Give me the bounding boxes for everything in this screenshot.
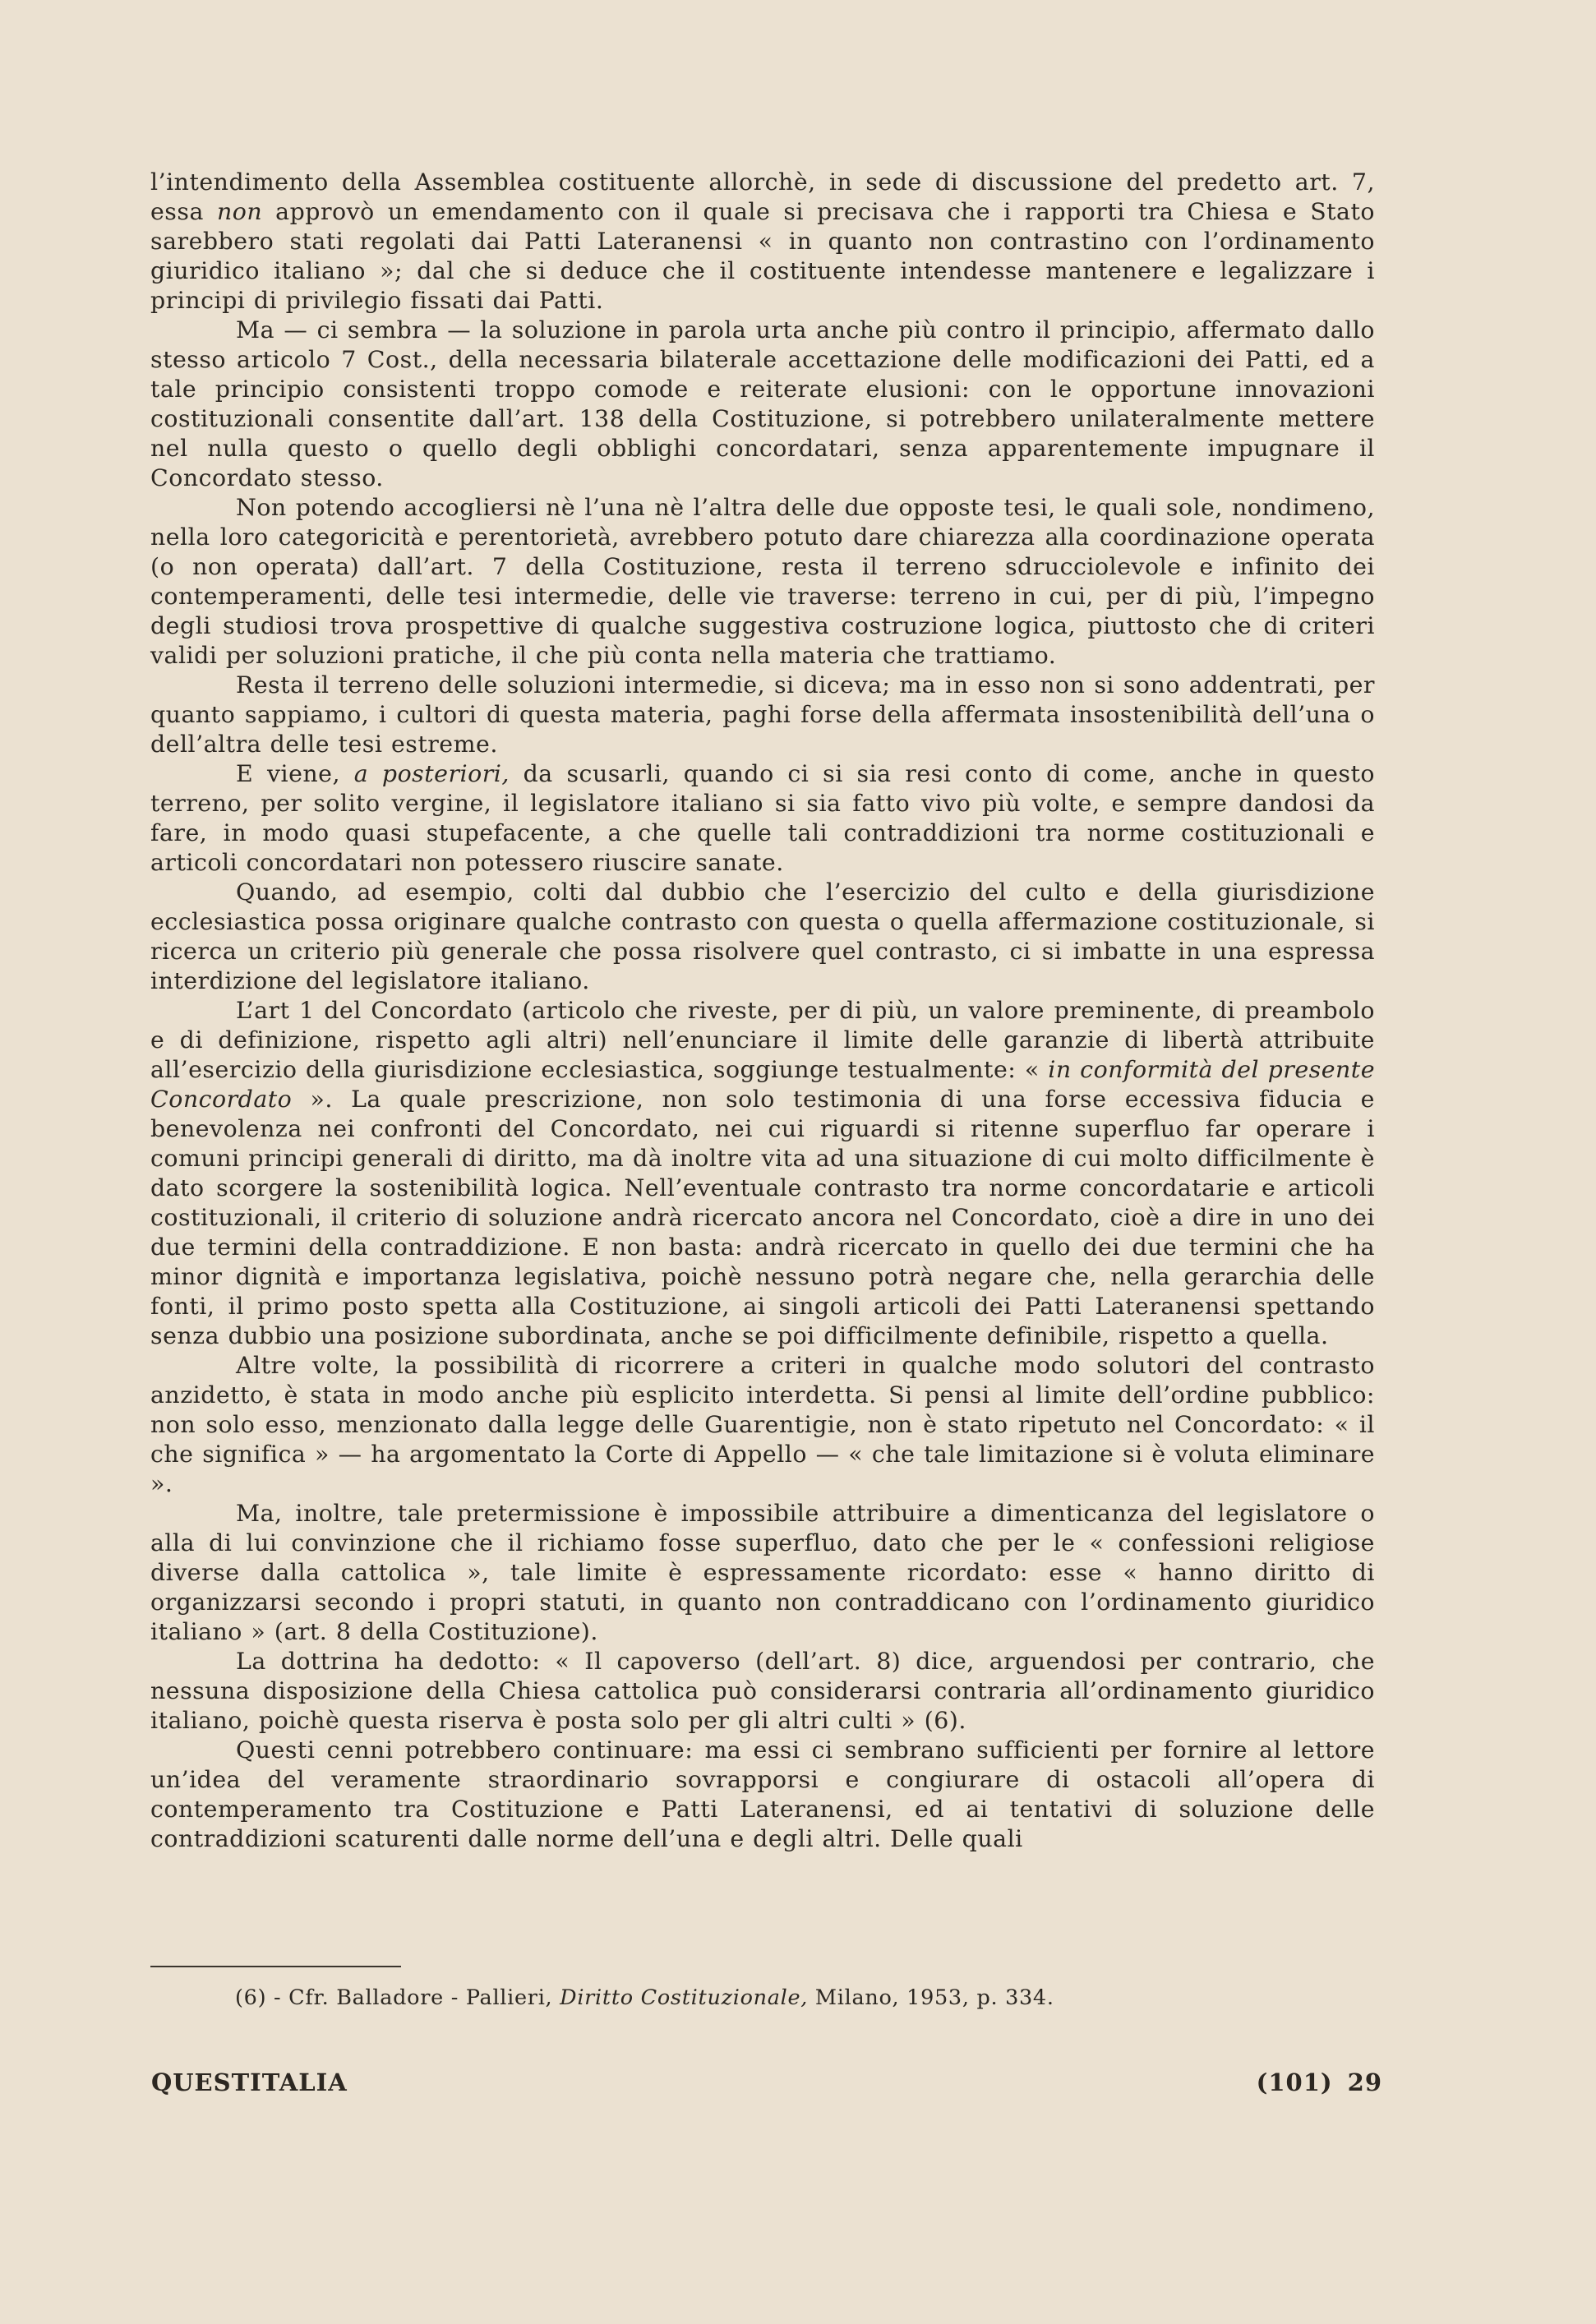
body-paragraph bbox=[150, 1736, 1375, 1854]
text-run: Ma — ci sembra — la soluzione in parola urta anche più contro il principio, affermato dallo stesso articolo 7 Cost., della necessaria bilaterale accettazione delle modificazioni dei Patti, ed a tale principio consistenti troppo comode e reiterate elusioni: con le opportune innovazioni costituzionali consentite dall’art. 138 della Costituzione, si potrebbero unilateralmente mettere nel nulla questo o quello degli obblighi concordatari, senza apparentemente impugnare il Concordato stesso. bbox=[150, 316, 1375, 491]
body-text bbox=[150, 168, 1375, 1854]
text-run: Quando, ad esempio, colti dal dubbio che l’esercizio del culto e della giurisdizione ecclesiastica possa originare qualche contrasto con questa o quella affermazione costituzionale, si ricerca un criterio più generale che possa risolvere quel contrasto, ci si imbatte in una espressa interdizione del legislatore italiano. bbox=[150, 878, 1375, 994]
page-number: 29 bbox=[1347, 2068, 1382, 2096]
text-run: l’intendimento della Assemblea costituente allorchè, in sede di discussione del predetto art. 7, essa bbox=[150, 168, 1375, 225]
body-paragraph bbox=[150, 316, 1375, 493]
body-paragraph bbox=[150, 671, 1375, 759]
body-paragraph bbox=[150, 759, 1375, 878]
issue-page: (101) bbox=[1256, 2068, 1333, 2096]
body-paragraph bbox=[150, 878, 1375, 996]
footnote bbox=[235, 1984, 1303, 2012]
text-run: approvò un emendamento con il quale si precisava che i rapporti tra Chiesa e Stato sarebbero stati regolati dai Patti Lateranensi « in quanto non contrastino con l’ordinamento giuridico italiano »; dal che si deduce che il costituente intendesse mantenere e legalizzare i principi di privilegio fissati dai Patti. bbox=[150, 198, 1375, 314]
text-run: da scusarli, quando ci si sia resi conto di come, anche in questo terreno, per solito vergine, il legislatore italiano si sia fatto vivo più volte, e sempre dandosi da fare, in modo quasi stupefacente, a che quelle tali contraddizioni tra norme costituzionali e articoli concordatari non potessero riuscire sanate. bbox=[150, 760, 1375, 876]
text-run: Non potendo accogliersi nè l’una nè l’altra delle due opposte tesi, le quali sole, nondimeno, nella loro categoricità e perentorietà, avrebbero potuto dare chiarezza alla coordinazione operata (o non operata) dall’art. 7 della Costituzione, resta il terreno sdrucciolevole e infinito dei contemperamenti, delle tesi intermedie, delle vie traverse: terreno in cui, per di più, l’impegno degli studiosi trova prospettive di qualche suggestiva costruzione logica, piuttosto che di criteri validi per soluzioni pratiche, il che più conta nella materia che trattiamo. bbox=[150, 494, 1375, 669]
footnote-italic-text: Diritto Costituzionale, bbox=[560, 1985, 809, 2010]
body-paragraph bbox=[150, 1499, 1375, 1647]
text-run: Altre volte, la possibilità di ricorrere a criteri in qualche modo solutori del contrasto anzidetto, è stata in modo anche più esplicito interdetta. Si pensi al limite dell’ordine pubblico: non solo esso, menzionato dalla legge delle Guarentigie, non è stato ripetuto nel Concordato: « il che significa » — ha argomentato la Corte di Appello — « che tale limitazione si è voluta eliminare ». bbox=[150, 1352, 1375, 1497]
footnote-text-run: (6) - Cfr. Balladore - Pallieri, bbox=[235, 1985, 560, 2010]
body-paragraph bbox=[150, 493, 1375, 671]
footnote-divider bbox=[150, 1966, 401, 1967]
body-paragraph bbox=[150, 168, 1375, 316]
text-run: La dottrina ha dedotto: « Il capoverso (dell’art. 8) dice, arguendosi per contrario, che nessuna disposizione della Chiesa cattolica può considerarsi contraria all’ordinamento giuridico italiano, poichè questa riserva è posta solo per gli altri culti » (6). bbox=[150, 1648, 1375, 1734]
text-run: ». La quale prescrizione, non solo testimonia di una forse eccessiva fiducia e benevolenza nei confronti del Concordato, nei cui riguardi si ritenne superfluo far operare i comuni principi generali di diritto, ma dà inoltre vita ad una situazione di cui molto difficilmente è dato scorgere la sostenibilità logica. Nell’eventuale contrasto tra norme concordatarie e articoli costituzionali, il criterio di soluzione andrà ricercato ancora nel Concordato, cioè a dire in uno dei due termini della contraddizione. E non basta: andrà ricercato in quello dei due termini che ha minor dignità e importanza legislativa, poichè nessuno potrà negare che, nella gerarchia delle fonti, il primo posto spetta alla Costituzione, ai singoli articoli dei Patti Lateranensi spettando senza dubbio una posizione subordinata, anche se poi difficilmente definibile, rispetto a quella. bbox=[150, 1086, 1375, 1349]
text-run: L’art 1 del Concordato (articolo che riveste, per di più, un valore preminente, di preambolo e di definizione, rispetto agli altri) nell’enunciare il limite delle garanzie di libertà attribuite all’esercizio della giurisdizione ecclesiastica, soggiunge testualmente: « bbox=[150, 997, 1375, 1083]
text-run: Resta il terreno delle soluzioni intermedie, si diceva; ma in esso non si sono addentrati, per quanto sappiamo, i cultori di questa materia, paghi forse della affermata insostenibilità dell’una o dell’altra delle tesi estreme. bbox=[150, 671, 1375, 758]
italic-text: non bbox=[216, 198, 263, 225]
text-run: Questi cenni potrebbero continuare: ma essi ci sembrano sufficienti per fornire al lettore un’idea del veramente straordinario sovrapporsi e congiurare di ostacoli all’opera di contemperamento tra Costituzione e Patti Lateranensi, ed ai tentativi di soluzione delle contraddizioni scaturenti dalle norme dell’una e degli altri. Delle quali bbox=[150, 1736, 1375, 1852]
body-paragraph bbox=[150, 1351, 1375, 1499]
footnote-text-run: Milano, 1953, p. 334. bbox=[808, 1985, 1054, 2010]
body-paragraph bbox=[150, 996, 1375, 1351]
page-footer-numbers bbox=[1257, 2068, 1382, 2096]
text-run: Ma, inoltre, tale pretermissione è impossibile attribuire a dimenticanza del legislatore o alla di lui convinzione che il richiamo fosse superfluo, dato che per le « confessioni religiose diverse dalla cattolica », tale limite è espressamente ricordato: esse « hanno diritto di organizzarsi secondo i propri statuti, in quanto non contraddicano con l’ordinamento giuridico italiano » (art. 8 della Costituzione). bbox=[150, 1500, 1375, 1645]
journal-name: QUESTITALIA bbox=[151, 2068, 348, 2096]
italic-text: in conformità del presente Concordato bbox=[150, 1056, 1375, 1113]
body-paragraph bbox=[150, 1647, 1375, 1736]
text-run: E viene, bbox=[236, 760, 354, 787]
italic-text: a posteriori, bbox=[353, 760, 510, 787]
